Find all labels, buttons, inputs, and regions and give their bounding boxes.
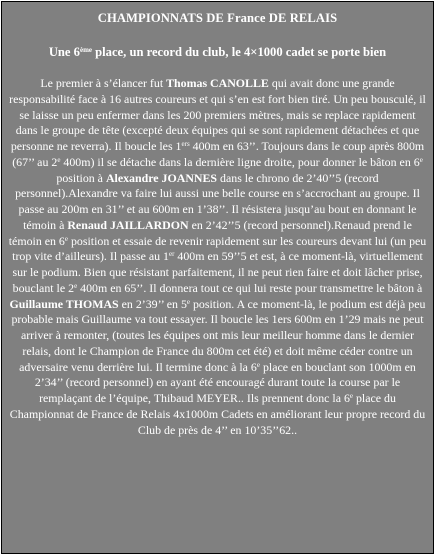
body-text-segment: 400m en 59’’5 et est, à ce moment-là, virtuellement sur le podium. Bien que résistant parfaitement, il ne peut rien faire et doit lâcher prise, bouclant le 2 — [12, 249, 423, 295]
runner-name: Guillaume THOMAS — [9, 296, 119, 311]
article-textbox — [1, 1, 434, 554]
subtitle-superscript: ème — [79, 46, 93, 54]
body-text-segment: 400m en 63’’. Toujours dans le coup après 800m (67’’ au 2 — [12, 139, 425, 169]
superscript-text: e — [419, 155, 423, 164]
body-text-segment: position. A ce moment-là, le podium est déjà peu probable mais Guillaume va tout essayer. Il boucle les 1ers 600m en 1’29 mais ne peut arriver à remonter, (toutes les équipes ont mis leur meilleur homme dans le dernier relais, dont le Champion de France du 800m cet été) et doit même céder contre un adversaire venu derrière lui. Il termine donc à la 6 — [11, 296, 426, 374]
body-text-segment: 400m) il se détache dans la dernière ligne droite, pour donner le bâton en 6 — [60, 154, 420, 169]
body-text-segment: place en bouclant son 1000m en 2’34’’ (record personnel) en ayant été encouragé durant toute la course par le remplaçant de l’équipe, Thibaud MEYER.. Ils prennent donc la 6 — [34, 359, 416, 405]
body-text-segment: qui avait donc une grande responsabilité face à 16 autres coureurs et qui s’en est fort bien tiré. Un peu bousculé, il se laisse un peu enfermer dans les 200 premiers mètres, mais se replace rapidement dans le groupe de tête (excepté deux équipes qui se sont rapidement détachées et que personne ne reverra). Il boucle les 1 — [9, 76, 426, 153]
superscript-text: e — [57, 155, 61, 164]
body-text-segment: place du Championnat de France de Relais 4x1000m Cadets en améliorant leur propre record du Club de près de 4’’ en 10’35’’62.. — [9, 391, 426, 437]
superscript-text: e — [74, 281, 78, 290]
body-text-segment: position à — [56, 170, 106, 185]
body-text-segment: en 2’42’’5 (record personnel).Renaud prend le témoin en 6 — [8, 217, 412, 248]
body-text-segment: en 2’39’’ en 5 — [118, 296, 187, 311]
body-text-segment: Le premier à s’élancer fut — [40, 76, 167, 90]
subtitle-text-end: place, un record du club, le 4×1000 cadet se porte bien — [92, 45, 387, 59]
superscript-text: e — [349, 392, 354, 400]
superscript-text: e — [256, 360, 260, 369]
body-text-segment: 400m en 65’’. Il donnera tout ce qui lui reste pour transmettre le bâton à — [77, 280, 423, 295]
article-title: CHAMPIONNATS DE France DE RELAIS — [97, 11, 338, 25]
article-body — [8, 76, 427, 438]
runner-name: Alexandre JOANNES — [105, 170, 218, 185]
superscript-text: e — [64, 234, 68, 243]
runner-name: Thomas CANOLLE — [166, 76, 269, 90]
subtitle-text-start: Une 6 — [48, 45, 80, 59]
superscript-text: er — [168, 250, 175, 259]
superscript-text: e — [186, 297, 190, 306]
body-text-segment: dans le chrono de 2’40’’5 (record personnel).Alexandre va faire lui aussi une belle course en s’accrochant au groupe. Il passe au 200m en 31’’ et au 600m en 1’38’’. Il résistera jusqu’au bout en donnant le témoin à — [15, 170, 420, 232]
superscript-text: ers — [181, 140, 190, 148]
runner-name: Renaud JAILLARDON — [67, 217, 189, 232]
article-subtitle — [8, 44, 427, 60]
body-text-segment: position et essaie de revenir rapidement sur les coureurs devant lui (un peu trop vite d’ailleurs). Il passe au 1 — [12, 233, 427, 264]
